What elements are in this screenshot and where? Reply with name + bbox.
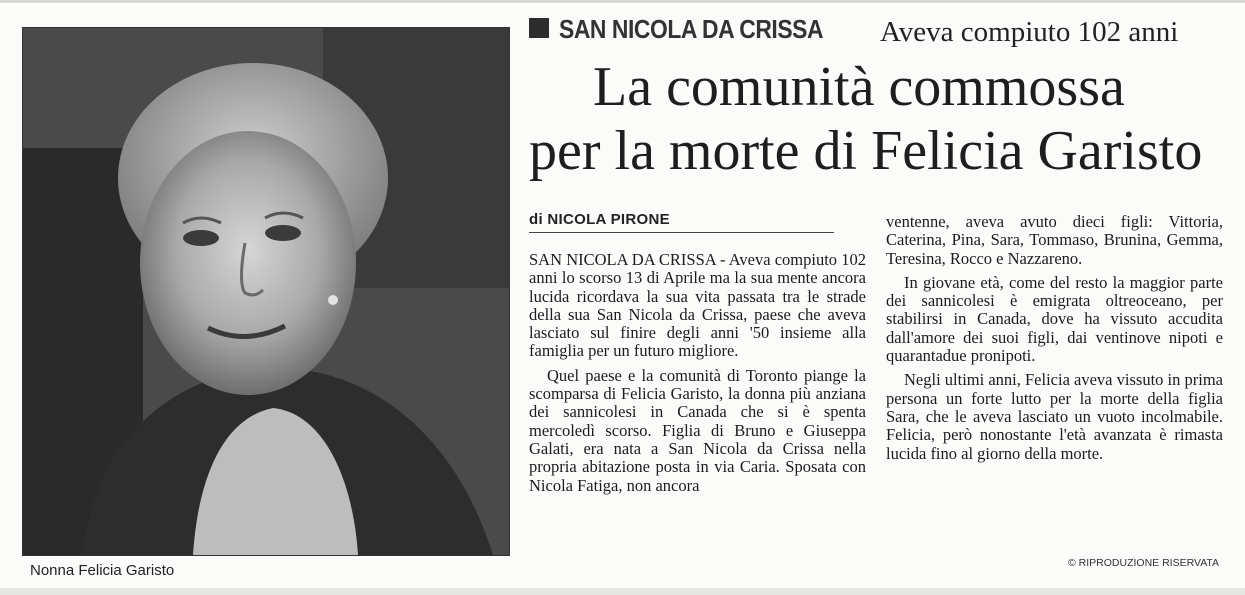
article-column-2 (886, 213, 1223, 463)
portrait-illustration (23, 28, 509, 555)
headline (525, 55, 1225, 183)
article-photo (22, 27, 510, 556)
copyright-notice: © RIPRODUZIONE RISERVATA (1068, 557, 1220, 569)
byline: di NICOLA PIRONE (529, 211, 670, 228)
byline-divider (529, 232, 834, 233)
article-paragraph: In giovane età, come del resto la maggior parte dei sannicolesi è emigrata oltreoceano, per stabilirsi in Canada, dove ha vissuto accudita dall'amore dei suoi figli, dai ventinove nipoti e quarantadue pronipoti. (886, 272, 1223, 366)
section-kicker (529, 14, 859, 50)
section-place-name: SAN NICOLA DA CRISSA (559, 14, 824, 44)
article-paragraph: ventenne, aveva avuto dieci figli: Vittoria, Caterina, Pina, Sara, Tommaso, Brunina, Gemma, Teresina, Rocco e Nazzareno. (886, 212, 1223, 268)
scan-edge-bottom (0, 588, 1245, 595)
article-paragraph: SAN NICOLA DA CRISSA - Aveva compiuto 102 anni lo scorso 13 di Aprile ma la sua mente ancora lucida ricordava la sua vita passata tra le strade della sua San Nicola da Crissa, paese che aveva lasciato sul finire degli anni '50 insieme alla famiglia per un futuro migliore. (529, 250, 866, 361)
article-column-1 (529, 251, 866, 495)
headline-line-2: per la morte di Felicia Garisto (529, 120, 1203, 182)
article-paragraph: Negli ultimi anni, Felicia aveva vissuto in prima persona un forte lutto per la morte della figlia Sara, che le aveva lasciato un vuoto incolmabile. Felicia, però nonostante l'età avanzata è rimasta lucida fino al giorno della morte. (886, 370, 1223, 463)
photo-caption: Nonna Felicia Garisto (30, 562, 175, 579)
scan-edge-top (0, 0, 1245, 3)
article-paragraph: Quel paese e la comunità di Toronto piange la scomparsa di Felicia Garisto, la donna più anziana dei sannicolesi in Canada che si è spenta mercoledì scorso. Figlia di Bruno e Giuseppa Galati, era nata a San Nicola da Crissa nella propria abitazione posta in via Caria. Sposata con Nicola Fatiga, non ancora (529, 365, 866, 495)
section-marker-icon (529, 18, 549, 38)
headline-line-1: La comunità commossa (593, 56, 1125, 118)
subheading: Aveva compiuto 102 anni (880, 16, 1179, 48)
